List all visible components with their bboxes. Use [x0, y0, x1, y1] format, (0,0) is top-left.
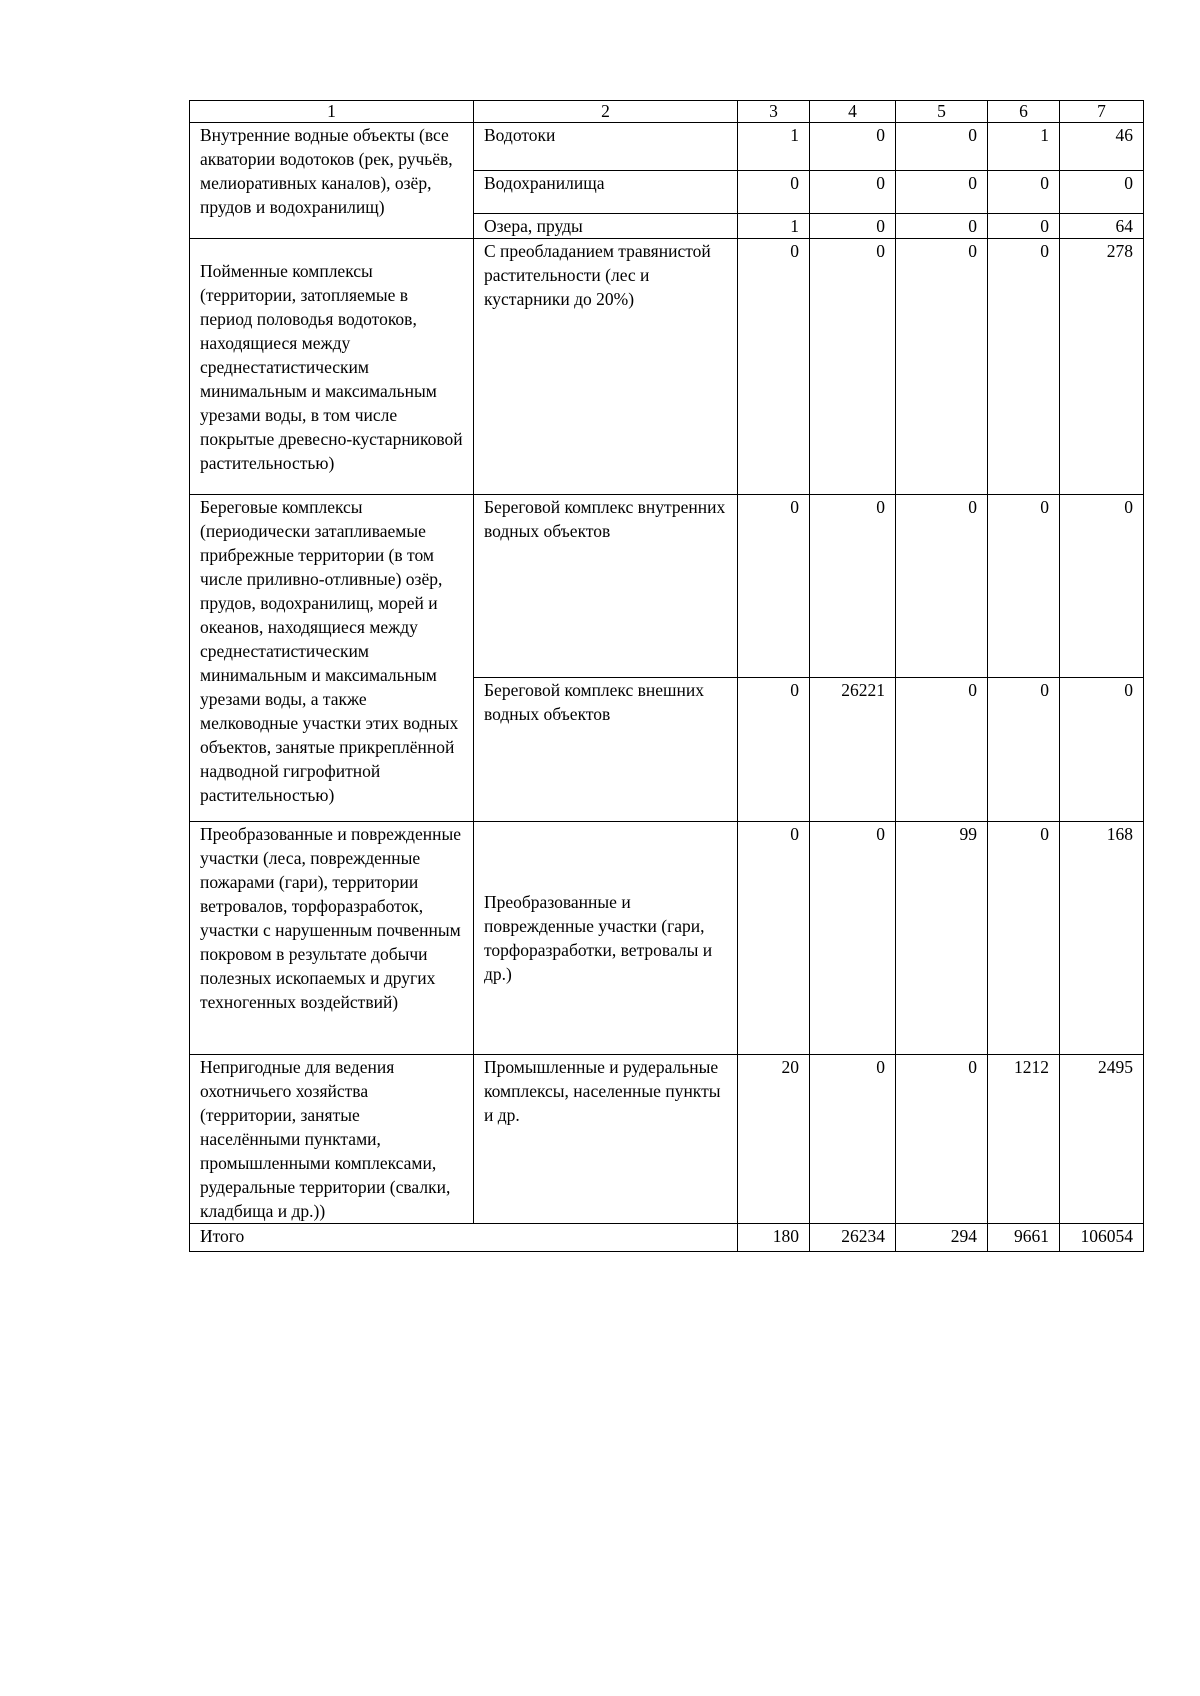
value-cell: 0 [1060, 678, 1144, 822]
value-cell: 0 [988, 214, 1060, 239]
value-cell: 0 [896, 1055, 988, 1224]
value-cell: 99 [896, 822, 988, 1055]
value-cell: 168 [1060, 822, 1144, 1055]
column-number: 1 [190, 101, 474, 123]
table-row [190, 1055, 1144, 1224]
value-cell: 0 [810, 171, 896, 214]
value-cell: 0 [810, 822, 896, 1055]
value-cell: 278 [1060, 239, 1144, 495]
column-number: 7 [1060, 101, 1144, 123]
total-value: 106054 [1060, 1224, 1144, 1252]
value-cell: 64 [1060, 214, 1144, 239]
land-type-cell: Водотоки [474, 123, 738, 171]
value-cell: 0 [1060, 495, 1144, 678]
land-type-cell: Промышленные и рудеральные комплексы, населенные пункты и др. [474, 1055, 738, 1224]
land-type-cell: Водохранилища [474, 171, 738, 214]
table-row [190, 239, 1144, 495]
category-cell: Пойменные комплексы (территории, затопляемые в период половодья водотоков, находящиеся между среднестатистическим минимальным и максимальным урезами воды, в том числе покрытые древесно-кустарниковой растительностью) [190, 239, 474, 495]
value-cell: 0 [810, 214, 896, 239]
total-value: 180 [738, 1224, 810, 1252]
value-cell: 0 [988, 822, 1060, 1055]
value-cell: 1 [988, 123, 1060, 171]
value-cell: 0 [738, 171, 810, 214]
value-cell: 46 [1060, 123, 1144, 171]
category-cell: Преобразованные и поврежденные участки (леса, поврежденные пожарами (гари), территории ветровалов, торфоразработок, участки с нарушенным почвенным покровом в результате добычи полезных ископаемых и других техногенных воздействий) [190, 822, 474, 1055]
value-cell: 0 [1060, 171, 1144, 214]
value-cell: 0 [988, 678, 1060, 822]
land-type-cell: Береговой комплекс внутренних водных объектов [474, 495, 738, 678]
value-cell: 0 [810, 239, 896, 495]
value-cell: 0 [896, 239, 988, 495]
land-type-cell: С преобладанием травянистой растительности (лес и кустарники до 20%) [474, 239, 738, 495]
value-cell: 0 [896, 123, 988, 171]
value-cell: 0 [896, 214, 988, 239]
value-cell: 1 [738, 214, 810, 239]
value-cell: 0 [810, 123, 896, 171]
total-value: 9661 [988, 1224, 1060, 1252]
land-type-cell: Преобразованные и поврежденные участки (гари, торфоразработки, ветровалы и др.) [474, 822, 738, 1055]
column-number: 5 [896, 101, 988, 123]
value-cell: 0 [810, 495, 896, 678]
value-cell: 20 [738, 1055, 810, 1224]
column-number: 2 [474, 101, 738, 123]
value-cell: 26221 [810, 678, 896, 822]
value-cell: 0 [988, 171, 1060, 214]
total-value: 294 [896, 1224, 988, 1252]
value-cell: 1212 [988, 1055, 1060, 1224]
total-row [190, 1224, 1144, 1252]
total-label: Итого [190, 1224, 738, 1252]
table-row [190, 123, 1144, 171]
value-cell: 2495 [1060, 1055, 1144, 1224]
value-cell: 0 [738, 678, 810, 822]
value-cell: 0 [988, 495, 1060, 678]
value-cell: 1 [738, 123, 810, 171]
value-cell: 0 [738, 822, 810, 1055]
category-cell: Береговые комплексы (периодически затапливаемые прибрежные территории (в том числе приливно-отливные) озёр, прудов, водохранилищ, морей и океанов, находящиеся между среднестатистическим минимальным и максимальным урезами воды, а также мелководные участки этих водных объектов, занятые прикреплённой надводной гигрофитной растительностью) [190, 495, 474, 822]
column-number: 3 [738, 101, 810, 123]
total-value: 26234 [810, 1224, 896, 1252]
column-number: 4 [810, 101, 896, 123]
category-cell: Внутренние водные объекты (все акватории водотоков (рек, ручьёв, мелиоративных каналов), озёр, прудов и водохранилищ) [190, 123, 474, 239]
land-type-cell: Озера, пруды [474, 214, 738, 239]
value-cell: 0 [988, 239, 1060, 495]
column-number-row [190, 101, 1144, 123]
value-cell: 0 [896, 495, 988, 678]
value-cell: 0 [810, 1055, 896, 1224]
table-row [190, 495, 1144, 678]
value-cell: 0 [896, 678, 988, 822]
value-cell: 0 [896, 171, 988, 214]
category-cell: Непригодные для ведения охотничьего хозяйства (территории, занятые населёнными пунктами, промышленными комплексами, рудеральные территории (свалки, кладбища и др.)) [190, 1055, 474, 1224]
land-category-table [189, 100, 1144, 1252]
land-type-cell: Береговой комплекс внешних водных объектов [474, 678, 738, 822]
value-cell: 0 [738, 239, 810, 495]
value-cell: 0 [738, 495, 810, 678]
table-row [190, 822, 1144, 1055]
column-number: 6 [988, 101, 1060, 123]
